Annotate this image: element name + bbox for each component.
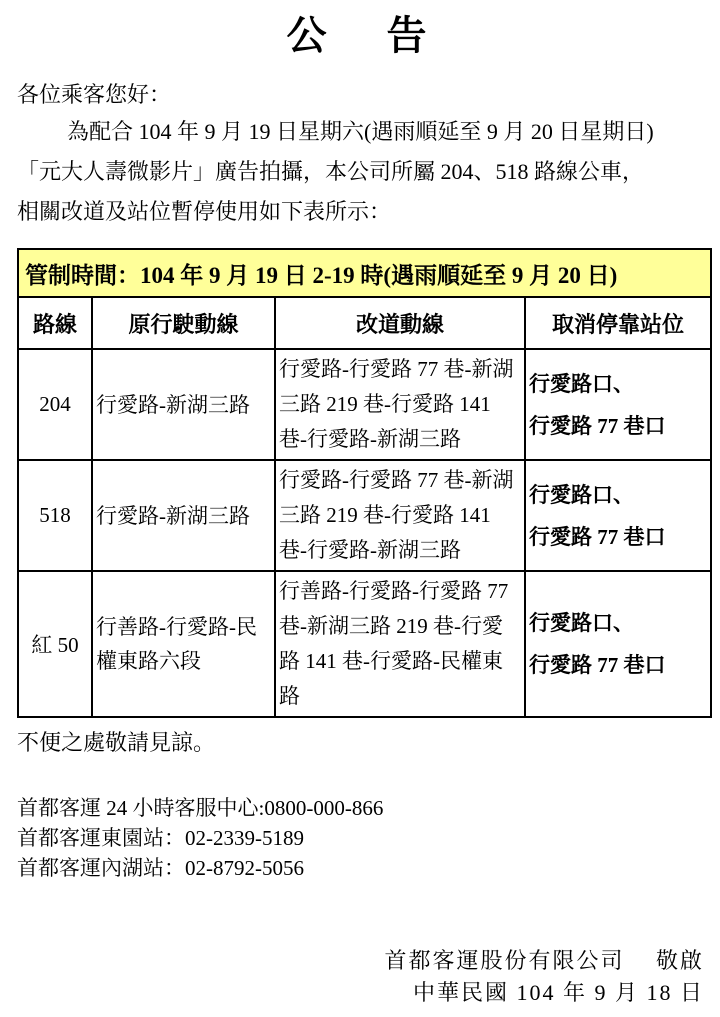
intro-line-1: 為配合 104 年 9 月 19 日星期六(遇雨順延至 9 月 20 日星期日) <box>67 119 654 144</box>
header-detour-route: 改道動線 <box>275 297 525 349</box>
header-original-route: 原行駛動線 <box>92 297 275 349</box>
route-number: 518 <box>18 460 92 571</box>
contact-info <box>17 793 706 883</box>
control-time-banner: 管制時間：104 年 9 月 19 日 2-19 時(遇雨順延至 9 月 20 日) <box>18 249 711 297</box>
intro-line-2: 「元大人壽微影片」廣告拍攝，本公司所屬 204、518 路線公車， <box>17 159 645 184</box>
original-route: 行愛路-新湖三路 <box>92 460 275 571</box>
page-title: 公 告 <box>286 13 437 58</box>
apology-line: 不便之處敬請見諒。 <box>17 730 216 755</box>
contact-hotline: 首都客運 24 小時客服中心:0800-000-866 <box>17 796 384 820</box>
intro-line-3: 相關改道及站位暫停使用如下表所示： <box>17 199 392 224</box>
signature-block <box>384 945 704 1009</box>
contact-neihu-station: 首都客運內湖站：02-8792-5056 <box>17 856 304 880</box>
detour-route: 行善路-行愛路-行愛路 77 巷-新湖三路 219 巷-行愛路 141 巷-行愛路-民權東路 <box>275 571 525 717</box>
header-cancelled-stops: 取消停靠站位 <box>525 297 711 349</box>
table-header-row <box>18 297 711 349</box>
greeting-line: 各位乘客您好： <box>17 82 172 107</box>
intro-paragraph <box>17 112 706 232</box>
cancelled-stops <box>525 571 711 717</box>
cancelled-stop-line: 行愛路 77 巷口 <box>529 653 666 677</box>
cancelled-stop-line: 行愛路口、 <box>529 371 634 396</box>
original-route: 行愛路-新湖三路 <box>92 349 275 460</box>
signature-company: 首都客運股份有限公司 敬啟 <box>384 948 704 973</box>
signature-date: 中華民國 104 年 9 月 18 日 <box>412 980 704 1005</box>
contact-dongyuan-station: 首都客運東園站：02-2339-5189 <box>17 826 304 850</box>
cancelled-stop-line: 行愛路口、 <box>529 482 634 507</box>
original-route: 行善路-行愛路-民權東路六段 <box>92 571 275 717</box>
detour-route: 行愛路-行愛路 77 巷-新湖三路 219 巷-行愛路 141 巷-行愛路-新湖三路 <box>275 460 525 571</box>
cancelled-stop-line: 行愛路 77 巷口 <box>529 524 666 549</box>
table-row <box>18 349 711 460</box>
cancelled-stop-line: 行愛路 77 巷口 <box>529 413 666 438</box>
detour-table <box>17 248 712 718</box>
header-route: 路線 <box>18 297 92 349</box>
route-number: 204 <box>18 349 92 460</box>
table-row <box>18 460 711 571</box>
detour-route: 行愛路-行愛路 77 巷-新湖三路 219 巷-行愛路 141 巷-行愛路-新湖三路 <box>275 349 525 460</box>
cancelled-stop-line: 行愛路口、 <box>529 611 634 635</box>
control-time-row <box>18 249 711 297</box>
route-number: 紅 50 <box>18 571 92 717</box>
cancelled-stops <box>525 349 711 460</box>
table-row <box>18 571 711 717</box>
cancelled-stops <box>525 460 711 571</box>
